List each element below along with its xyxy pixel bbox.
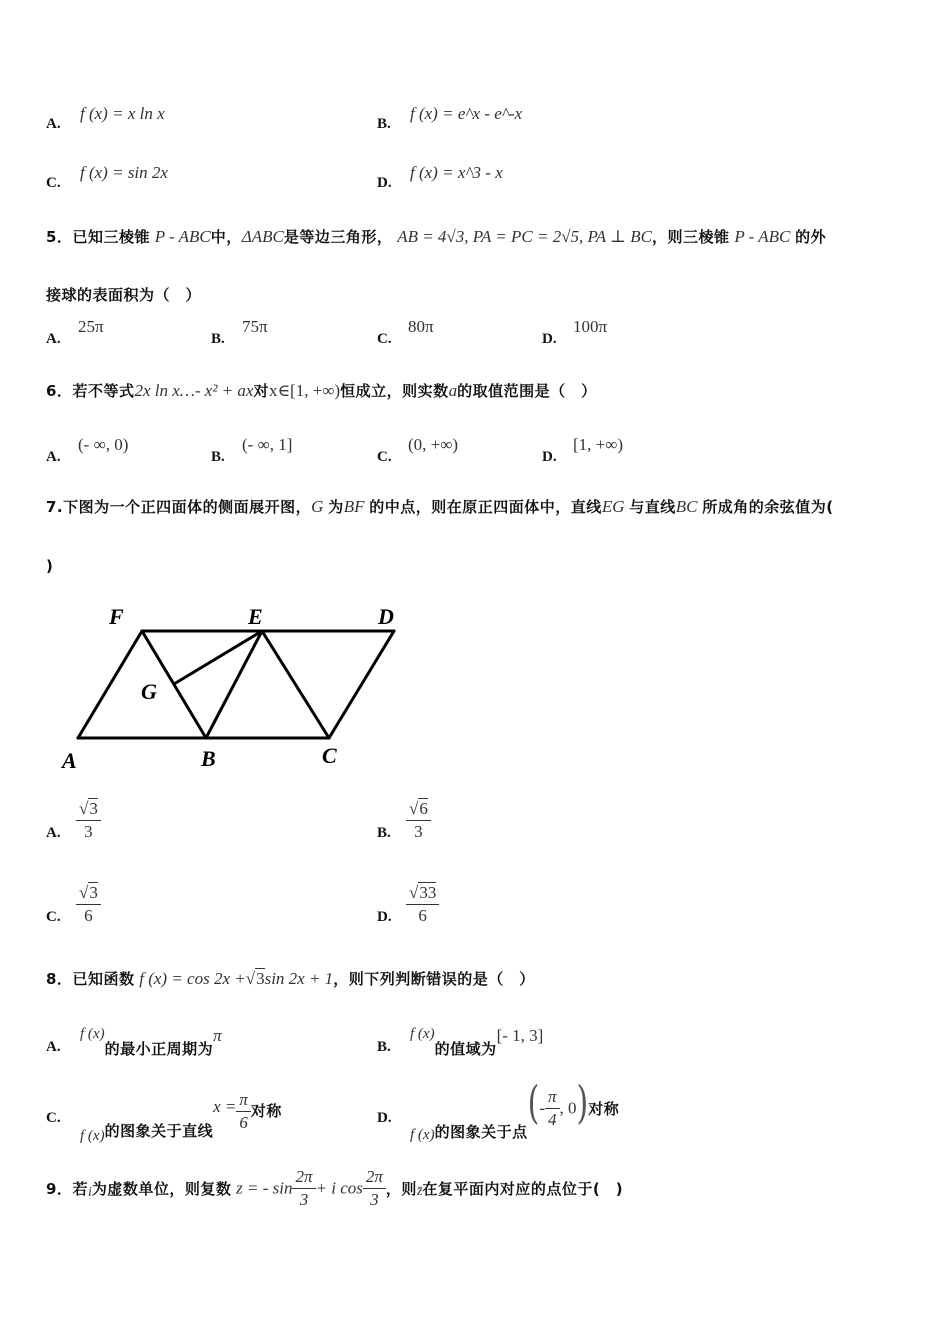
q6-text-4: 的取值范围是（ ） [457, 382, 597, 400]
q6-option-b-value: (- ∞, 1] [242, 435, 293, 454]
q4-option-b-expr: f (x) = e^x - e^-x [410, 104, 523, 123]
q9-number: 9． [46, 1180, 73, 1198]
q7-text-5: 所成角的余弦值为( [702, 498, 834, 516]
q7-option-a-label: A. [46, 825, 61, 841]
q8-option-d-tail: , 0 [559, 1098, 577, 1118]
q8-option-a-expr: f (x) [80, 1026, 105, 1042]
q5-option-a-value: 25π [78, 317, 104, 336]
q8-stem: 8．已知函数 f (x) = cos 2x +√3sin 2x + 1，则下列判断错误的是（ ） [46, 969, 535, 988]
q6-text-1: 若不等式 [72, 382, 135, 400]
q9-expr-i: i [87, 1184, 92, 1200]
q7-expr-4: BC [675, 497, 698, 516]
q7-option-d-label: D. [377, 909, 392, 925]
q8-expr-1b: sin 2x + 1 [264, 969, 334, 988]
q8-expr-root: 3 [256, 969, 265, 988]
q7-option-a-fraction: $\frac{√3}{3}$ [76, 798, 101, 843]
q8-option-c-denominator: 6 [239, 1113, 248, 1132]
q6-number: 6． [46, 382, 73, 400]
q8-option-a-label: A. [46, 1039, 61, 1055]
q7-option-b-denominator: 3 [414, 822, 423, 841]
q7-option-d-numerator: 33 [419, 883, 437, 902]
q6-option-c-label: C. [377, 449, 392, 465]
q6-option-b-label: B. [211, 449, 225, 465]
q9-fraction-2 [363, 1166, 386, 1211]
q9-text-4: 在复平面内对应的点位于( ) [422, 1180, 624, 1198]
q5-expr-3: AB = 4√3, PA = PC = 2√5, PA ⊥ BC [397, 227, 653, 246]
q7-text-2: 为 [328, 498, 344, 516]
q8-option-c-label: C. [46, 1110, 61, 1126]
q5-option-a-label: A. [46, 331, 61, 347]
q8-expr-1a: f (x) = cos 2x + [139, 969, 246, 988]
q8-option-d-neg: - [539, 1098, 545, 1118]
q5-text-5: 的外 [795, 228, 827, 246]
q5-text-4: ，则三棱锥 [652, 228, 730, 246]
q8-option-b-text: 的值域为 [434, 1040, 497, 1058]
q9-fraction-1-denominator: 3 [299, 1190, 309, 1209]
q8-option-c-text: 的图象关于直线 [104, 1122, 214, 1140]
q5-text-2: 中， [210, 228, 242, 246]
q7-option-d-denominator: 6 [418, 906, 427, 925]
q9-text-3: ，则 [385, 1180, 417, 1198]
q8-option-d [410, 1077, 620, 1143]
q6-stem [46, 380, 597, 401]
q7-line-2: ) [46, 557, 54, 575]
q7-option-c-label: C. [46, 909, 61, 925]
q8-option-d-text-2: 对称 [588, 1100, 620, 1118]
q8-option-d-left-paren: ( [527, 1077, 540, 1130]
q8-option-d-numerator: π [545, 1086, 560, 1109]
q8-option-c-expr: f (x) [80, 1128, 105, 1144]
q7-text-3: 的中点，则在原正四面体中，直线 [369, 498, 602, 516]
q6-expr-1: 2x ln x…- x² + ax [134, 381, 254, 400]
q4-option-d-expr: f (x) = x^3 - x [410, 163, 503, 182]
vertex-label-c: C [322, 743, 337, 768]
q4-option-c-expr: f (x) = sin 2x [80, 163, 168, 182]
q5-option-c-label: C. [377, 331, 392, 347]
q8-text-2: ，则下列判断错误的是（ ） [333, 970, 535, 988]
q8-option-c [80, 1089, 282, 1144]
q5-line-2: 接球的表面积为（ ） [46, 286, 202, 304]
q5-number: 5． [46, 228, 73, 246]
vertex-label-a: A [62, 748, 77, 773]
q8-option-d-text: 的图象关于点 [434, 1123, 528, 1141]
q4-option-a-expr: f (x) = x ln x [80, 104, 165, 123]
q5-expr-1: P - ABC [154, 227, 211, 246]
q8-option-a [80, 1026, 222, 1058]
q8-option-d-label: D. [377, 1110, 392, 1126]
q8-option-b-value: [- 1, 3] [496, 1026, 544, 1045]
q9-expr-zbar: z̄ [416, 1183, 423, 1199]
q8-option-b-expr: f (x) [410, 1026, 435, 1042]
q7-option-d-fraction: $\frac{√33}{6}$ [406, 882, 439, 927]
vertex-label-f: F [109, 604, 124, 629]
q9-fraction-2-numerator: 2π [363, 1166, 386, 1189]
q7-option-b-fraction: $\frac{√6}{3}$ [406, 798, 431, 843]
q8-text-1: 已知函数 [72, 970, 135, 988]
q9-fraction-1 [292, 1166, 315, 1211]
q8-option-d-fraction [545, 1086, 560, 1131]
q8-option-a-value: π [213, 1026, 222, 1045]
q7-option-b-label: B. [377, 825, 391, 841]
q9-fraction-2-denominator: 3 [370, 1190, 379, 1209]
q5-option-c-value: 80π [408, 317, 434, 336]
q7-option-a-numerator: 3 [89, 799, 98, 818]
q5-stem [46, 226, 826, 247]
edge-af [78, 631, 142, 738]
q7-stem [46, 496, 834, 517]
q8-option-c-fraction [236, 1089, 251, 1134]
q5-text-3: 是等边三角形， [283, 228, 393, 246]
q9-expr-2a: z = - sin [236, 1178, 293, 1198]
q7-option-a-denominator: 3 [84, 822, 93, 841]
q9-text-1: 若 [72, 1180, 88, 1198]
q6-option-d-label: D. [542, 449, 557, 465]
vertex-label-g: G [141, 679, 157, 704]
q9-text-2: 为虚数单位，则复数 [91, 1180, 232, 1198]
q6-option-a-value: (- ∞, 0) [78, 435, 129, 454]
edge-cd [329, 631, 394, 738]
q7-option-c-numerator: 3 [89, 883, 98, 902]
q7-number: 7. [46, 498, 64, 516]
q6-option-a-label: A. [46, 449, 61, 465]
q9-stem [46, 1166, 623, 1211]
q8-option-d-denominator: 4 [548, 1110, 557, 1129]
q5-option-d-value: 100π [573, 317, 608, 336]
q6-expr-3: a [448, 381, 458, 400]
q8-option-c-var: x = [213, 1097, 237, 1116]
q7-expr-2: BF [343, 497, 365, 516]
q8-number: 8． [46, 970, 73, 988]
vertex-label-e: E [248, 604, 263, 629]
q6-text-3: 恒成立，则实数 [340, 382, 449, 400]
q7-text-4: 与直线 [629, 498, 676, 516]
q5-expr-2: ΔABC [241, 227, 284, 246]
q8-option-c-text-2: 对称 [250, 1102, 282, 1120]
q6-text-2: 对 [253, 382, 269, 400]
q7-option-b-numerator: 6 [419, 799, 428, 818]
q6-expr-2: x∈[1, +∞) [268, 381, 341, 400]
q7-option-c-fraction: $\frac{√3}{6}$ [76, 882, 101, 927]
q4-option-c-label: C. [46, 175, 61, 191]
q7-expr-3: EG [601, 497, 625, 516]
vertex-label-d: D [378, 604, 394, 629]
q8-option-d-expr: f (x) [410, 1127, 435, 1143]
q7-option-c-denominator: 6 [84, 906, 93, 925]
tetrahedron-net-figure [56, 598, 416, 778]
q8-option-b-label: B. [377, 1039, 391, 1055]
q4-option-d-label: D. [377, 175, 392, 191]
q6-option-d-value: [1, +∞) [573, 435, 624, 454]
q5-option-d-label: D. [542, 331, 557, 347]
q5-option-b-label: B. [211, 331, 225, 347]
q7-text-1: 下图为一个正四面体的侧面展开图， [63, 498, 312, 516]
vertex-label-b: B [201, 746, 216, 771]
q8-option-d-right-paren: ) [576, 1077, 589, 1130]
q5-text-1: 已知三棱锥 [72, 228, 150, 246]
q4-option-a-label: A. [46, 116, 61, 132]
q6-option-c-value: (0, +∞) [408, 435, 459, 454]
q8-option-a-text: 的最小正周期为 [104, 1040, 214, 1058]
q4-option-b-label: B. [377, 116, 391, 132]
q8-option-c-numerator: π [236, 1089, 251, 1112]
q7-expr-1: G [311, 497, 324, 516]
q5-option-b-value: 75π [242, 317, 268, 336]
q9-fraction-1-numerator: 2π [292, 1166, 315, 1189]
q8-option-b [410, 1026, 544, 1058]
edge-ec [262, 631, 329, 738]
q5-expr-4: P - ABC [734, 227, 791, 246]
q9-expr-2b: + i cos [315, 1178, 363, 1198]
